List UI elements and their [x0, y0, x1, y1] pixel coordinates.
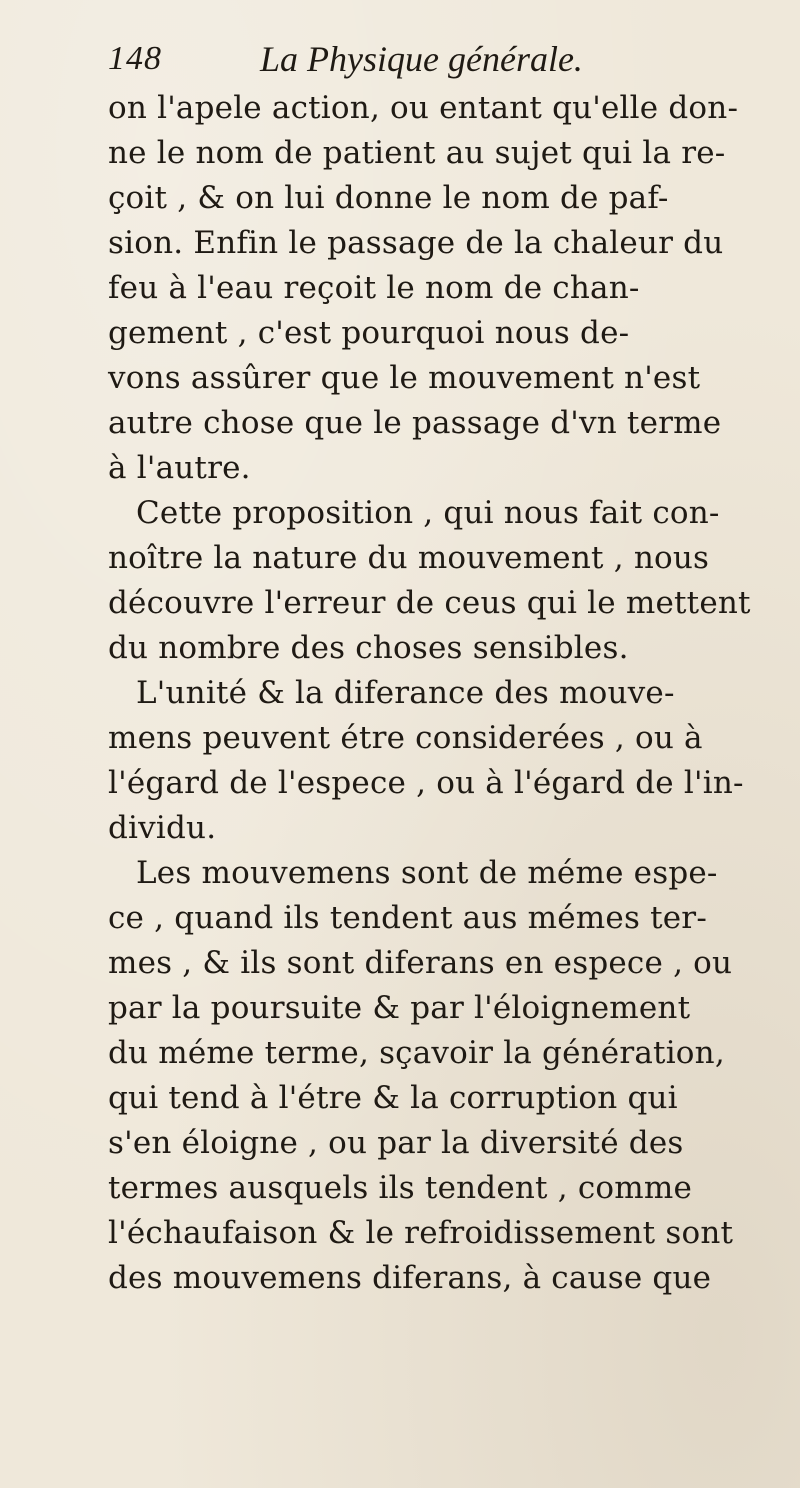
text-line: du méme terme, sçavoir la génération,	[108, 1035, 725, 1071]
text-line: dividu.	[108, 810, 217, 846]
text-line: l'égard de l'espece , ou à l'égard de l'in-	[108, 765, 744, 801]
text-line: mes , & ils sont diferans en espece , ou	[108, 945, 733, 981]
text-line: ne le nom de patient au sujet qui la re-	[108, 135, 726, 171]
text-line: qui tend à l'étre & la corruption qui	[108, 1080, 678, 1116]
text-line: gement , c'est pourquoi nous de-	[108, 315, 630, 351]
text-line: mens peuvent étre considerées , ou à	[108, 720, 703, 756]
text-line: découvre l'erreur de ceus qui le mettent	[108, 585, 751, 621]
paragraph-start-line: Cette proposition , qui nous fait con-	[136, 495, 720, 531]
text-line: feu à l'eau reçoit le nom de chan-	[108, 270, 640, 306]
text-line: autre chose que le passage d'vn terme	[108, 405, 722, 441]
page-number: 148	[108, 40, 162, 77]
text-line: sion. Enfin le passage de la chaleur du	[108, 225, 724, 261]
paragraph-start-line: Les mouvemens sont de méme espe-	[136, 855, 718, 891]
running-title: La Physique générale.	[260, 39, 583, 79]
text-line: des mouvemens diferans, à cause que	[108, 1260, 712, 1296]
text-line: par la poursuite & par l'éloignement	[108, 990, 691, 1026]
text-line: noître la nature du mouvement , nous	[108, 540, 710, 576]
body-text	[108, 86, 798, 1301]
text-line: vons assûrer que le mouvement n'est	[108, 360, 701, 396]
text-line: à l'autre.	[108, 450, 251, 486]
paragraph-start-line: L'unité & la diferance des mouve-	[136, 675, 675, 711]
text-line: çoit , & on lui donne le nom de paf-	[108, 180, 669, 216]
text-line: on l'apele action, ou entant qu'elle don-	[108, 90, 739, 126]
text-line: ce , quand ils tendent aus mémes ter-	[108, 900, 708, 936]
text-line: l'échaufaison & le refroidissement sont	[108, 1215, 734, 1251]
text-line: s'en éloigne , ou par la diversité des	[108, 1125, 684, 1161]
text-line: du nombre des choses sensibles.	[108, 630, 629, 666]
text-line: termes ausquels ils tendent , comme	[108, 1170, 693, 1206]
page-header	[108, 36, 708, 86]
